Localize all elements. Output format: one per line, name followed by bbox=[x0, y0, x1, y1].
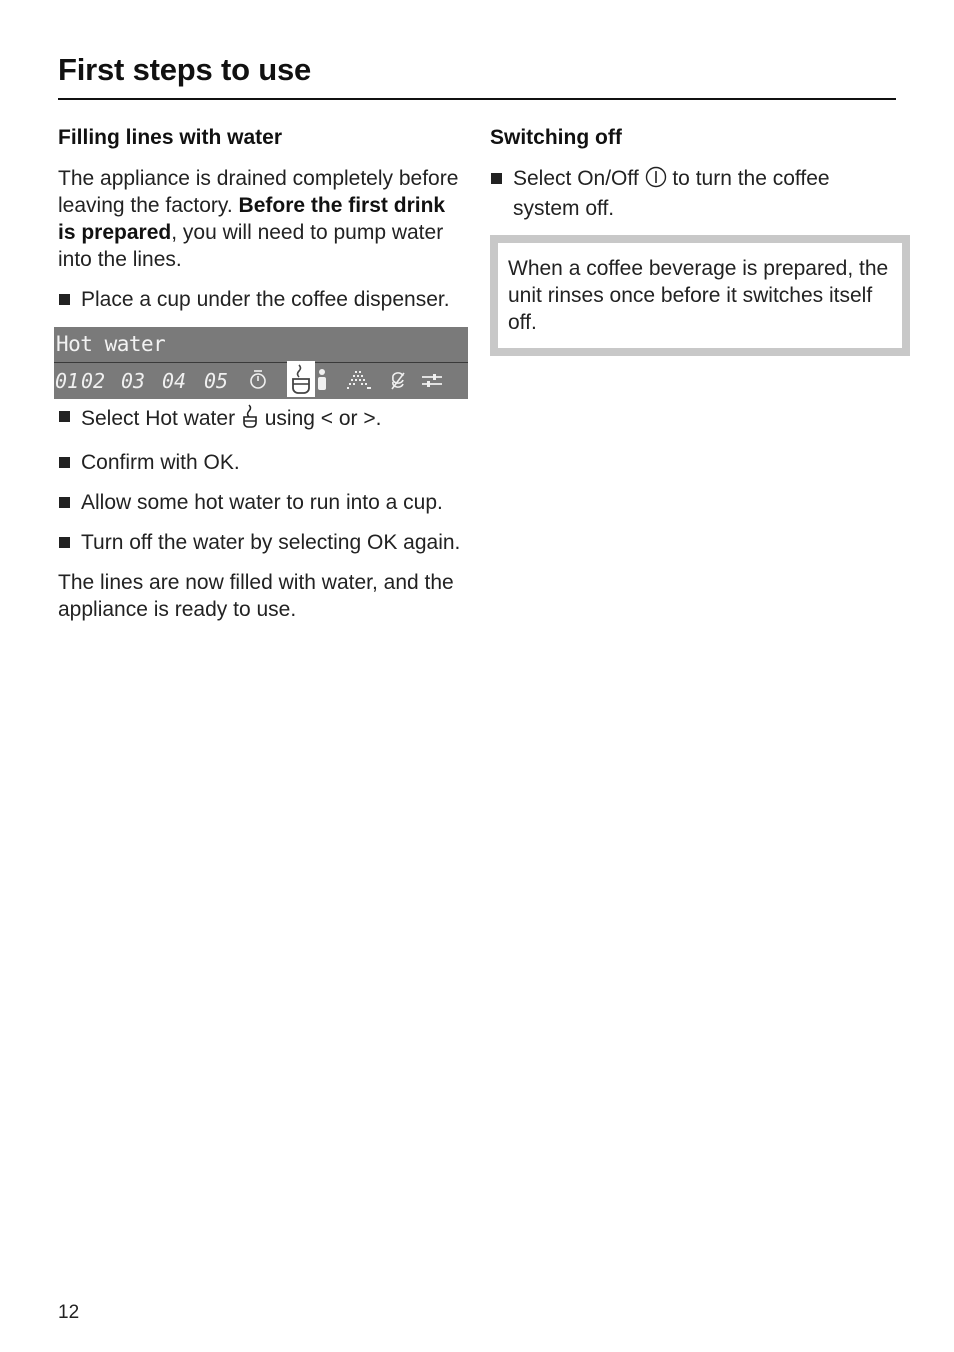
display-title: Hot water bbox=[56, 332, 166, 356]
selected-item-highlight bbox=[287, 361, 315, 397]
settings-icon bbox=[420, 367, 444, 397]
step-text-after: to turn the coffee system off. bbox=[513, 167, 830, 220]
step-text: Place a cup under the coffee dispenser. bbox=[81, 288, 450, 311]
bullet-icon bbox=[59, 537, 70, 548]
bullet-icon bbox=[59, 497, 70, 508]
step-turn-off-water bbox=[58, 529, 468, 556]
page-title: First steps to use bbox=[58, 52, 312, 87]
section-heading-switching-off: Switching off bbox=[490, 126, 622, 149]
descale-icon bbox=[388, 367, 408, 397]
intro-text-2: , you will need to pump water into the lines. bbox=[58, 221, 444, 271]
person-icon bbox=[316, 367, 328, 397]
step-select-hot-water bbox=[58, 403, 468, 436]
step-text: Turn off the water by selecting OK again. bbox=[81, 531, 461, 554]
right-column bbox=[490, 124, 896, 356]
step-text: Select On/Off bbox=[513, 167, 645, 190]
note-text: When a coffee beverage is prepared, the unit rinses once before it switches itself off. bbox=[508, 257, 889, 334]
bullet-icon bbox=[59, 457, 70, 468]
step-place-cup bbox=[58, 286, 468, 313]
intro-bold-text: Before the first drink is prepared bbox=[58, 194, 446, 244]
rinse-icon bbox=[342, 367, 376, 397]
hot-water-icon bbox=[287, 361, 315, 397]
page-number: 12 bbox=[58, 1302, 80, 1323]
step-text: Confirm with OK. bbox=[81, 451, 240, 474]
program-2: 02 bbox=[81, 369, 106, 393]
program-1: 01 bbox=[55, 369, 80, 393]
on-off-icon bbox=[645, 166, 667, 195]
display-panel bbox=[54, 327, 468, 399]
timer-icon bbox=[248, 367, 268, 397]
left-column bbox=[55, 124, 468, 636]
step-text: Allow some hot water to run into a cup. bbox=[81, 491, 443, 514]
intro-paragraph bbox=[58, 165, 468, 273]
bullet-icon bbox=[59, 411, 70, 422]
note-box bbox=[490, 235, 910, 356]
section-heading-filling: Filling lines with water bbox=[58, 126, 283, 149]
step-switch-off bbox=[490, 165, 896, 222]
bullet-icon bbox=[491, 173, 502, 184]
step-run-water bbox=[58, 489, 468, 516]
hot-water-icon bbox=[241, 403, 259, 436]
program-5: 05 bbox=[204, 369, 229, 393]
intro-text-1: The appliance is drained completely before leaving the factory. bbox=[58, 167, 459, 217]
bullet-icon bbox=[59, 294, 70, 305]
display-icon-row bbox=[54, 363, 468, 399]
closing-paragraph: The lines are now filled with water, and the appliance is ready to use. bbox=[58, 571, 454, 621]
title-rule bbox=[58, 98, 896, 100]
step-confirm bbox=[58, 449, 468, 476]
step-text-after: using < or >. bbox=[258, 407, 382, 430]
program-3: 03 bbox=[121, 369, 146, 393]
program-4: 04 bbox=[162, 369, 187, 393]
step-text: Select Hot water bbox=[81, 407, 241, 430]
